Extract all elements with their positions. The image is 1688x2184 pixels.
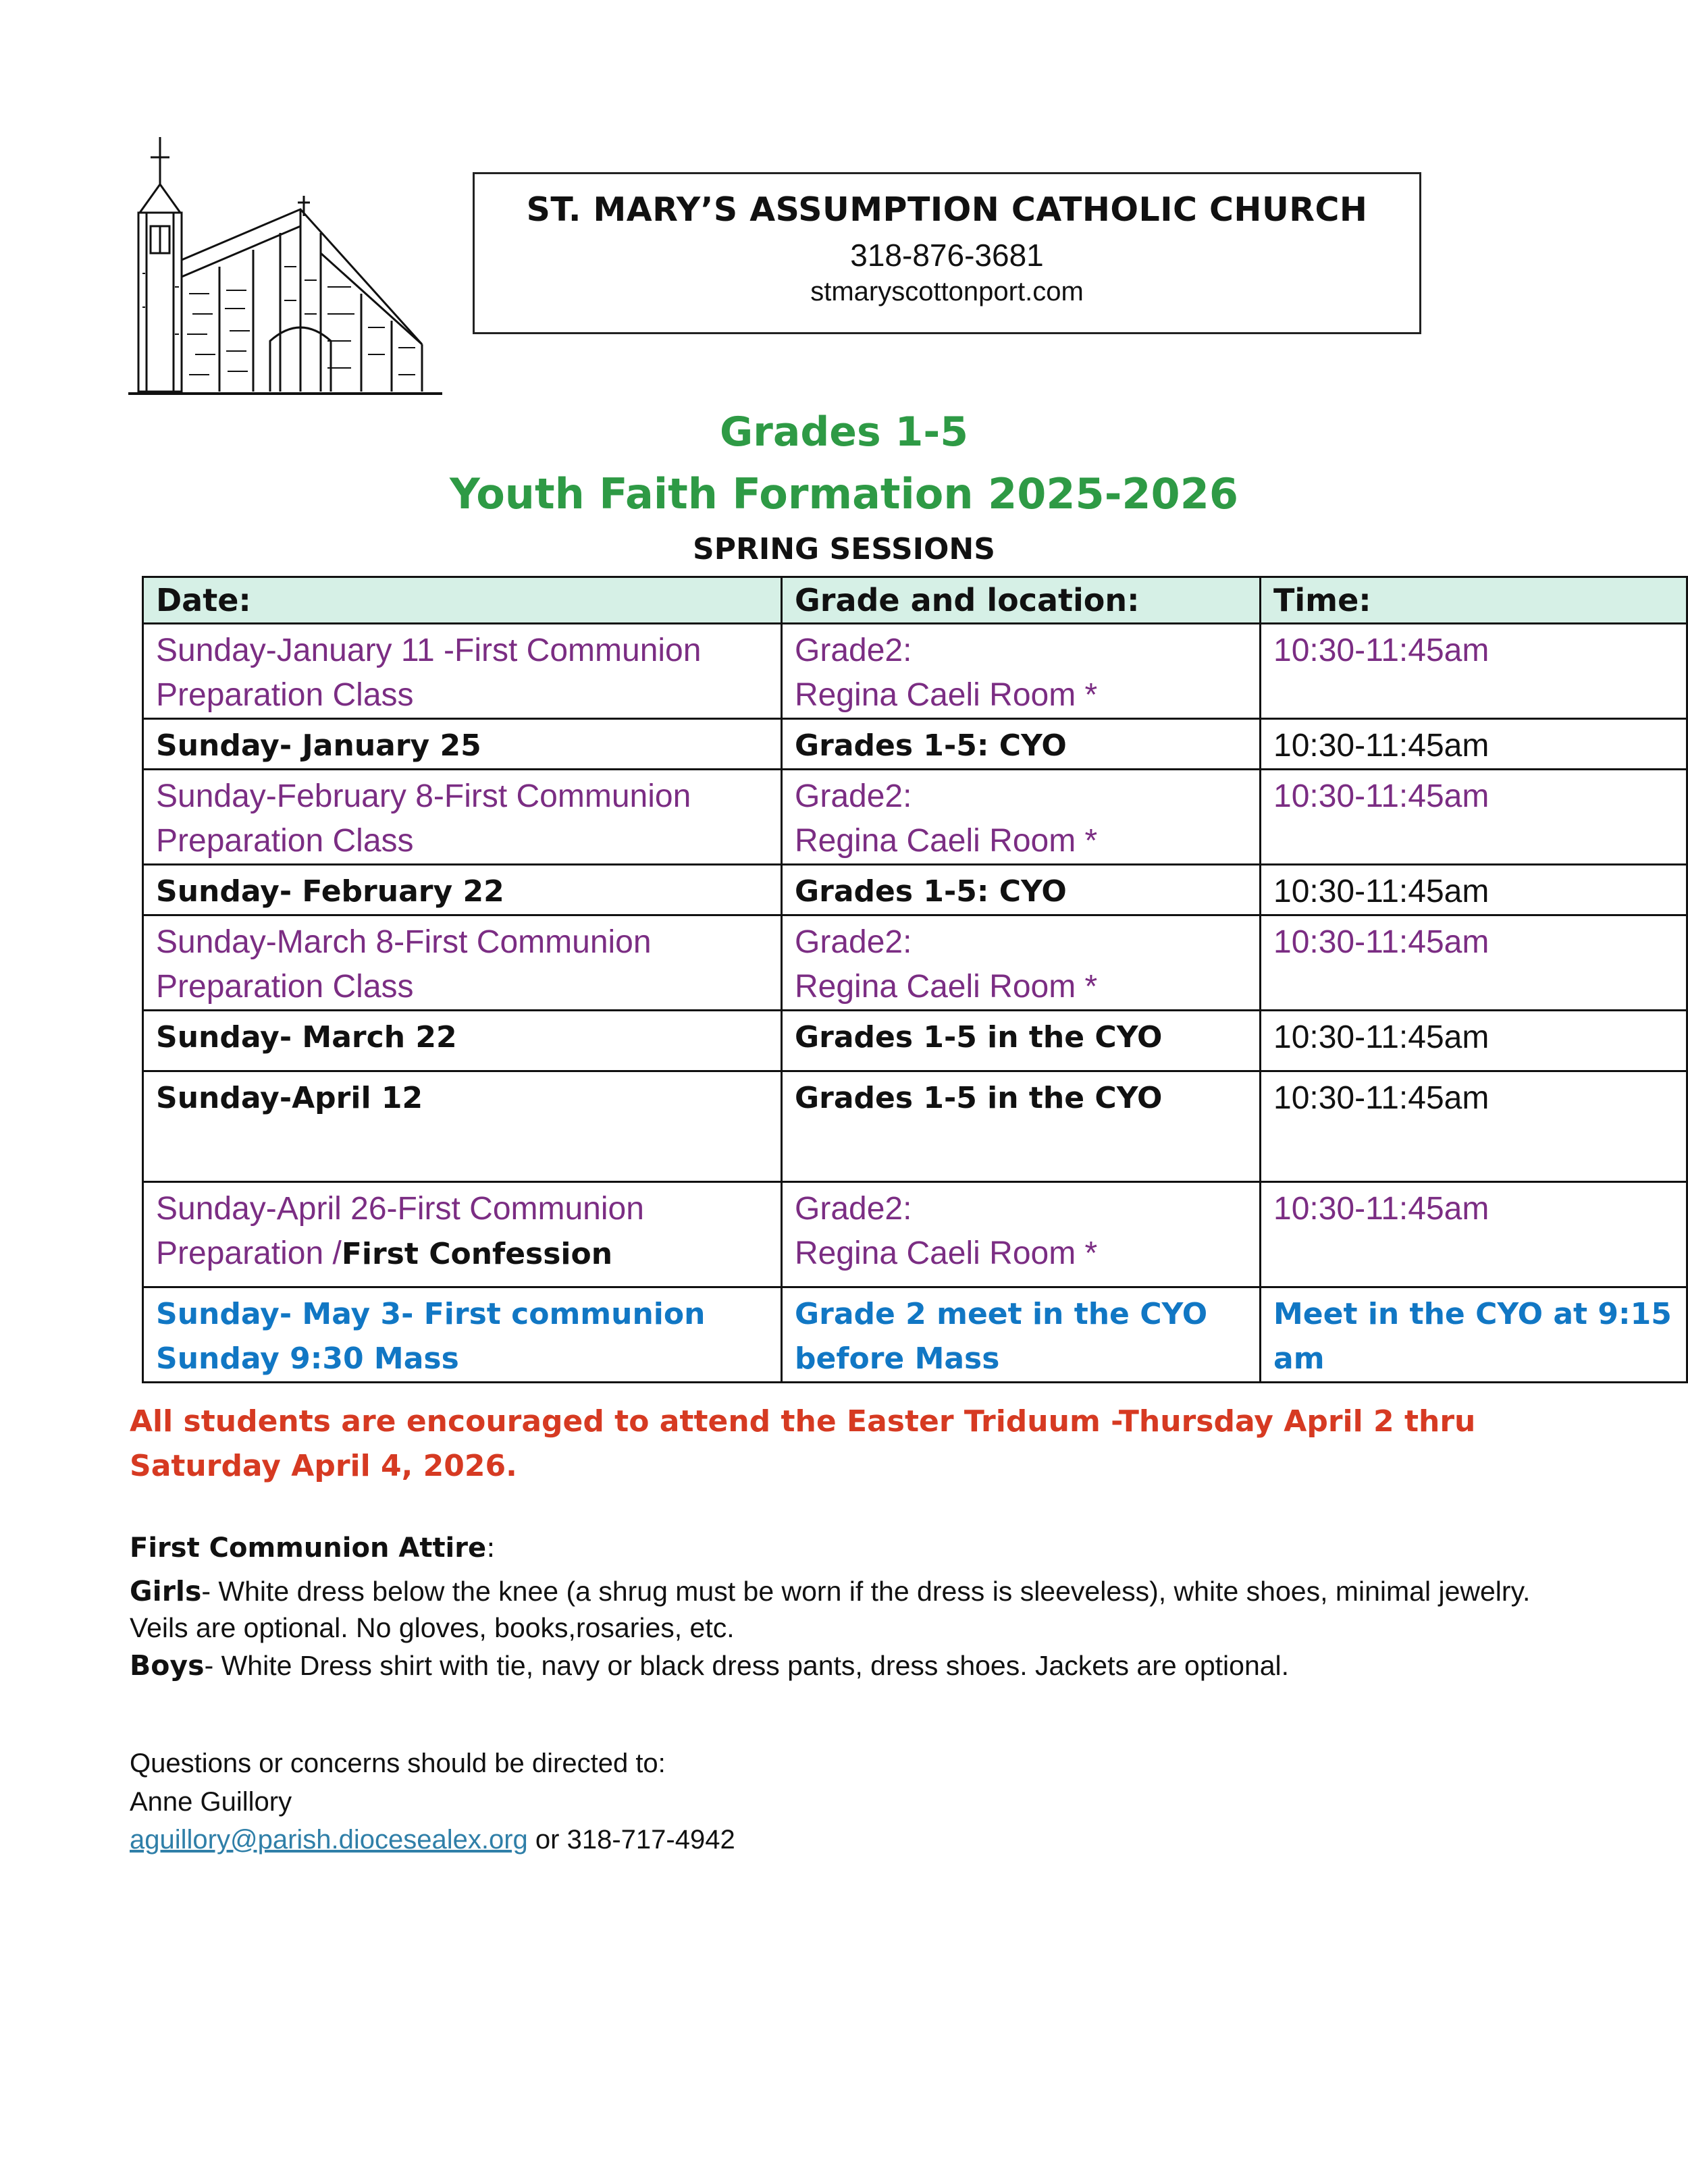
location-label: Regina Caeli Room *	[795, 823, 1098, 859]
location-label: Regina Caeli Room *	[795, 1235, 1098, 1271]
location-label: Regina Caeli Room *	[795, 677, 1098, 713]
time-cell: 10:30-11:45am	[1261, 770, 1687, 865]
grade-label: Grade2:	[795, 633, 912, 668]
attire-title	[130, 1533, 496, 1564]
boys-label: Boys	[130, 1649, 205, 1682]
attire-title-text: First Communion Attire	[130, 1533, 487, 1564]
grade-label: Grade2:	[795, 924, 912, 960]
location-label: Regina Caeli Room *	[795, 969, 1098, 1005]
grade-cell: Grades 1-5 in the CYO	[782, 1071, 1261, 1182]
grade-cell: Grades 1-5: CYO	[782, 719, 1261, 770]
attire-title-colon: :	[486, 1533, 496, 1564]
first-confession-label: First Confession	[341, 1237, 613, 1271]
table-row	[143, 719, 1687, 770]
church-name: ST. MARY’S ASSUMPTION CATHOLIC CHURCH	[526, 190, 1368, 229]
time-cell: 10:30-11:45am	[1261, 1071, 1687, 1182]
date-line: Sunday-April 26-First Communion	[156, 1191, 644, 1227]
grade-label: Grade2:	[795, 778, 912, 814]
table-row	[143, 1287, 1687, 1383]
church-logo	[125, 132, 446, 402]
church-header-box	[473, 172, 1421, 334]
grade-cell	[782, 915, 1261, 1011]
grade-cell	[782, 1182, 1261, 1287]
table-row	[143, 1011, 1687, 1071]
grade-cell	[782, 624, 1261, 719]
date-cell	[143, 1182, 782, 1287]
grade-cell	[782, 770, 1261, 865]
easter-triduum-note: All students are encouraged to attend the Easter Triduum -Thursday April 2 thru Saturday April 4, 2026.	[130, 1404, 1476, 1483]
table-row	[143, 865, 1687, 915]
grade-cell: Grade 2 meet in the CYO before Mass	[782, 1287, 1261, 1383]
date-cell: Sunday-March 8-First Communion Preparation Class	[143, 915, 782, 1011]
date-cell: Sunday- March 22	[143, 1011, 782, 1071]
grades-title: Grades 1-5	[720, 408, 968, 456]
grade-cell: Grades 1-5: CYO	[782, 865, 1261, 915]
boys-text: - White Dress shirt with tie, navy or black dress pants, dress shoes. Jackets are optional.	[204, 1650, 1290, 1681]
program-title: Youth Faith Formation 2025-2026	[450, 469, 1238, 518]
date-line-part: Preparation /	[156, 1235, 342, 1271]
contact-phone: 318-717-4942	[566, 1825, 735, 1855]
contact-email-link[interactable]: aguillory@parish.diocesealex.org	[130, 1825, 528, 1855]
table-row	[143, 770, 1687, 865]
column-header-grade: Grade and location:	[782, 577, 1261, 624]
boys-attire	[130, 1647, 1568, 1684]
column-header-time: Time:	[1261, 577, 1687, 624]
time-cell: 10:30-11:45am	[1261, 1011, 1687, 1071]
date-cell: Sunday- May 3- First communion Sunday 9:30 Mass	[143, 1287, 782, 1383]
schedule-table	[142, 576, 1688, 1383]
date-cell: Sunday-February 8-First Communion Preparation Class	[143, 770, 782, 865]
date-cell: Sunday-April 12	[143, 1071, 782, 1182]
contact-intro: Questions or concerns should be directed to:	[130, 1749, 666, 1778]
time-cell: 10:30-11:45am	[1261, 719, 1687, 770]
grade-cell: Grades 1-5 in the CYO	[782, 1011, 1261, 1071]
time-cell: 10:30-11:45am	[1261, 915, 1687, 1011]
grade-label: Grade2:	[795, 1191, 912, 1227]
session-title: SPRING SESSIONS	[693, 532, 995, 566]
date-cell: Sunday-January 11 -First Communion Preparation Class	[143, 624, 782, 719]
date-cell: Sunday- February 22	[143, 865, 782, 915]
girls-attire	[130, 1573, 1568, 1646]
time-cell: Meet in the CYO at 9:15 am	[1261, 1287, 1687, 1383]
girls-text: - White dress below the knee (a shrug must be worn if the dress is sleeveless), white shoes, minimal jewelry. Veils are optional. No gloves, books,rosaries, etc.	[130, 1576, 1531, 1643]
church-phone: 318-876-3681	[850, 238, 1044, 273]
time-cell: 10:30-11:45am	[1261, 1182, 1687, 1287]
table-row	[143, 624, 1687, 719]
table-row	[143, 915, 1687, 1011]
time-cell: 10:30-11:45am	[1261, 624, 1687, 719]
table-header-row	[143, 577, 1687, 624]
girls-label: Girls	[130, 1575, 202, 1607]
date-cell: Sunday- January 25	[143, 719, 782, 770]
church-website: stmaryscottonport.com	[810, 277, 1084, 307]
contact-name: Anne Guillory	[130, 1787, 292, 1817]
table-row	[143, 1182, 1687, 1287]
time-cell: 10:30-11:45am	[1261, 865, 1687, 915]
column-header-date: Date:	[143, 577, 782, 624]
contact-or: or	[527, 1825, 567, 1855]
date-line	[156, 1231, 768, 1277]
contact-line	[130, 1825, 735, 1855]
table-row	[143, 1071, 1687, 1182]
